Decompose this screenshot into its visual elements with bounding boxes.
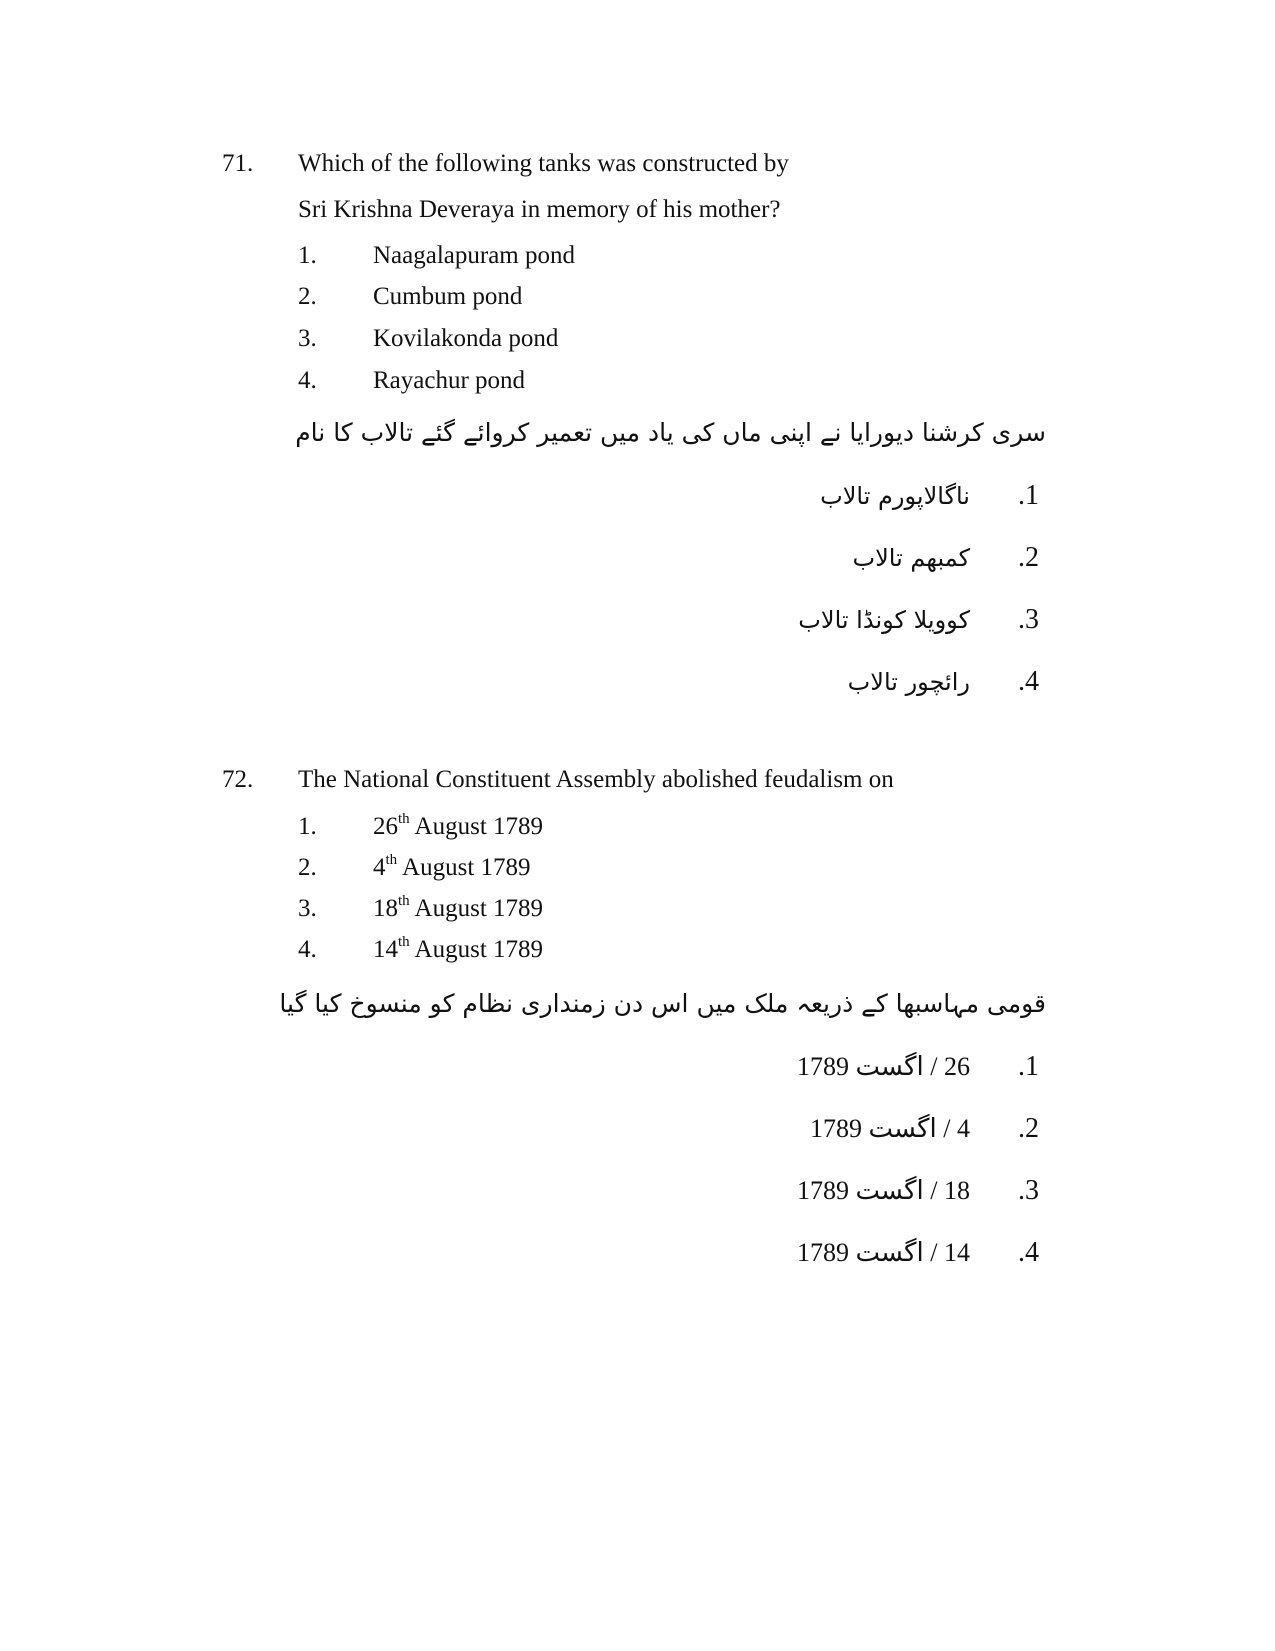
option-number: 2. [298, 854, 317, 881]
option-number: 3. [298, 895, 317, 922]
option-number: 3. [298, 325, 317, 352]
option-number: 2. [298, 283, 317, 310]
question-number: 72. [222, 766, 254, 793]
option-text: Cumbum pond [373, 283, 523, 310]
option-text: 18th August 1789 [373, 892, 544, 922]
question-text-line-1: The National Constituent Assembly abolished feudalism on [298, 766, 894, 793]
urdu-question-text: قومی مہاسبھا کے ذریعہ ملک میں اس دن زمنداری نظام کو منسوخ کیا گیا [279, 989, 1046, 1018]
option-number: 1. [298, 242, 317, 269]
urdu-option-text: 4 / اگست 1789 [809, 1114, 970, 1143]
urdu-option-text: 14 / اگست 1789 [796, 1238, 970, 1267]
urdu-option-number: .3 [1018, 1175, 1039, 1206]
question-text-line-2: Sri Krishna Deveraya in memory of his mother? [298, 196, 781, 223]
urdu-option-text: کوویلا کونڈا تالاب [798, 606, 970, 634]
urdu-option-text: 26 / اگست 1789 [796, 1052, 970, 1081]
option-number: 1. [298, 813, 317, 840]
urdu-option-text: کمبھم تالاب [852, 544, 970, 572]
question-text-line-1: Which of the following tanks was constructed by [298, 150, 789, 177]
urdu-option-text: ناگالاپورم تالاب [820, 482, 970, 510]
urdu-option-number: .1 [1018, 1051, 1039, 1082]
urdu-option-number: .1 [1018, 480, 1039, 511]
urdu-option-number: .2 [1018, 542, 1039, 573]
urdu-option-text: 18 / اگست 1789 [796, 1176, 970, 1205]
option-number: 4. [298, 367, 317, 394]
question-number: 71. [222, 150, 254, 177]
urdu-option-number: .3 [1018, 604, 1039, 635]
option-text: Rayachur pond [373, 367, 526, 394]
urdu-option-number: .4 [1018, 666, 1039, 697]
urdu-option-text: رائچور تالاب [847, 668, 970, 696]
option-text: 4th August 1789 [373, 851, 531, 881]
urdu-question-text: سری کرشنا دیورایا نے اپنی ماں کی یاد میں تعمیر کروائے گئے تالاب کا نام [295, 418, 1046, 447]
option-text: 26th August 1789 [373, 810, 544, 840]
option-text: Kovilakonda pond [373, 325, 559, 352]
urdu-option-number: .2 [1018, 1113, 1039, 1144]
urdu-option-number: .4 [1018, 1237, 1039, 1268]
option-text: Naagalapuram pond [373, 242, 576, 269]
option-number: 4. [298, 936, 317, 963]
option-text: 14th August 1789 [373, 933, 544, 963]
